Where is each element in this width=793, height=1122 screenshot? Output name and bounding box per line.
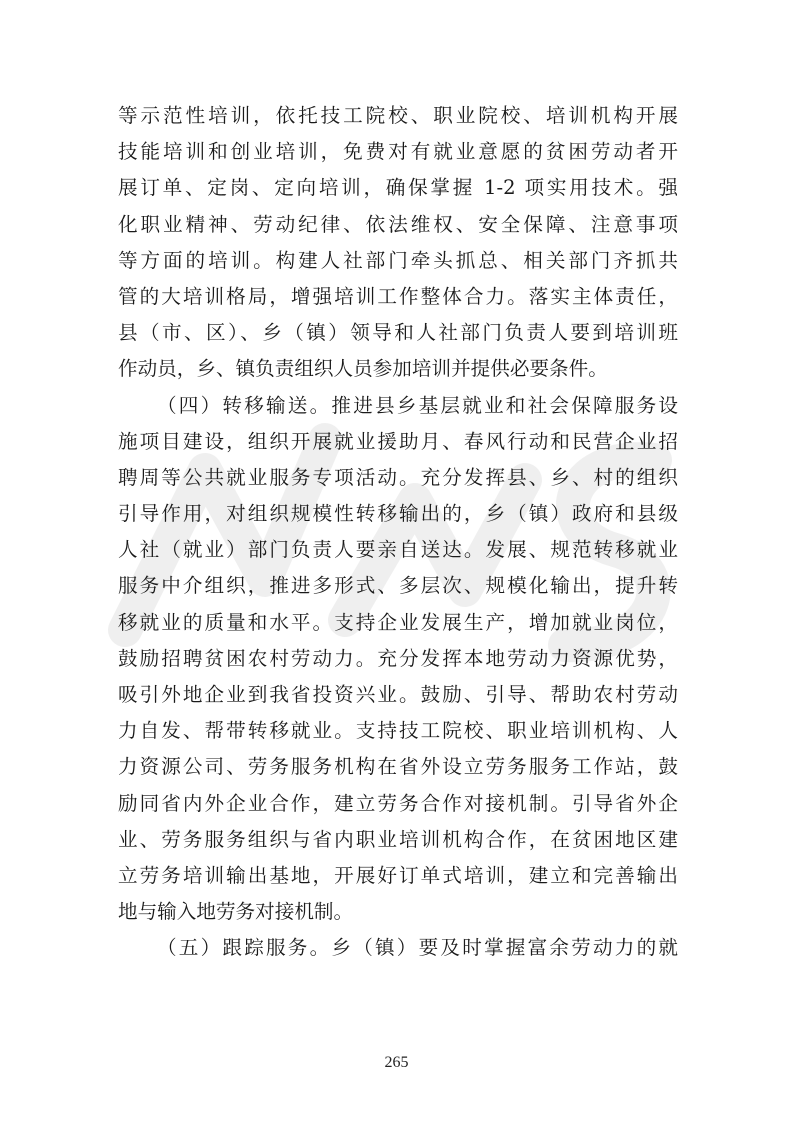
text-line: 立劳务培训输出基地，开展好订单式培训，建立和完善输出 bbox=[118, 863, 678, 887]
text-line: 等方面的培训。构建人社部门牵头抓总、相关部门齐抓共 bbox=[118, 248, 678, 272]
text-line: 聘周等公共就业服务专项活动。充分发挥县、乡、村的组织 bbox=[118, 465, 678, 489]
text-line: 地与输入地劳务对接机制。 bbox=[118, 900, 354, 924]
text-line: 展订单、定岗、定向培训，确保掌握 1-2 项实用技术。强 bbox=[118, 176, 678, 200]
text-line: 化职业精神、劳动纪律、依法维权、安全保障、注意事项 bbox=[118, 212, 678, 236]
text-line: 等示范性培训，依托技工院校、职业院校、培训机构开展 bbox=[118, 104, 678, 127]
text-line: 移就业的质量和水平。支持企业发展生产，增加就业岗位， bbox=[118, 610, 678, 634]
text-line: 励同省内外企业合作，建立劳务合作对接机制。引导省外企 bbox=[118, 791, 678, 815]
section-heading-line: （五）跟踪服务。乡（镇）要及时掌握富余劳动力的就 bbox=[157, 936, 678, 960]
text-line: 服务中介组织，推进多形式、多层次、规模化输出，提升转 bbox=[118, 574, 678, 598]
document-body bbox=[118, 98, 678, 967]
text-line: 施项目建设，组织开展就业援助月、春风行动和民营企业招 bbox=[118, 429, 678, 453]
text-line: 业、劳务服务组织与省内职业培训机构合作，在贫困地区建 bbox=[118, 827, 678, 851]
text-line: 力资源公司、劳务服务机构在省外设立劳务服务工作站，鼓 bbox=[118, 755, 678, 779]
text-line: 县（市、区）、乡（镇）领导和人社部门负责人要到培训班 bbox=[118, 321, 678, 345]
text-line: 技能培训和创业培训，免费对有就业意愿的贫困劳动者开 bbox=[118, 140, 678, 164]
text-line: 引导作用，对组织规模性转移输出的，乡（镇）政府和县级 bbox=[118, 502, 678, 526]
page-number: 265 bbox=[384, 1054, 409, 1071]
text-line: 作动员，乡、镇负责组织人员参加培训并提供必要条件。 bbox=[118, 357, 608, 381]
text-line: 吸引外地企业到我省投资兴业。鼓励、引导、帮助农村劳动 bbox=[118, 683, 678, 706]
text-line: 力自发、帮带转移就业。支持技工院校、职业培训机构、人 bbox=[118, 719, 678, 743]
text-line: 鼓励招聘贫困农村劳动力。充分发挥本地劳动力资源优势， bbox=[118, 646, 678, 670]
text-line: 人社（就业）部门负责人要亲自送达。发展、规范转移就业 bbox=[118, 538, 678, 562]
text-line: 管的大培训格局，增强培训工作整体合力。落实主体责任， bbox=[118, 284, 678, 308]
section-heading-line: （四）转移输送。推进县乡基层就业和社会保障服务设 bbox=[157, 393, 678, 417]
